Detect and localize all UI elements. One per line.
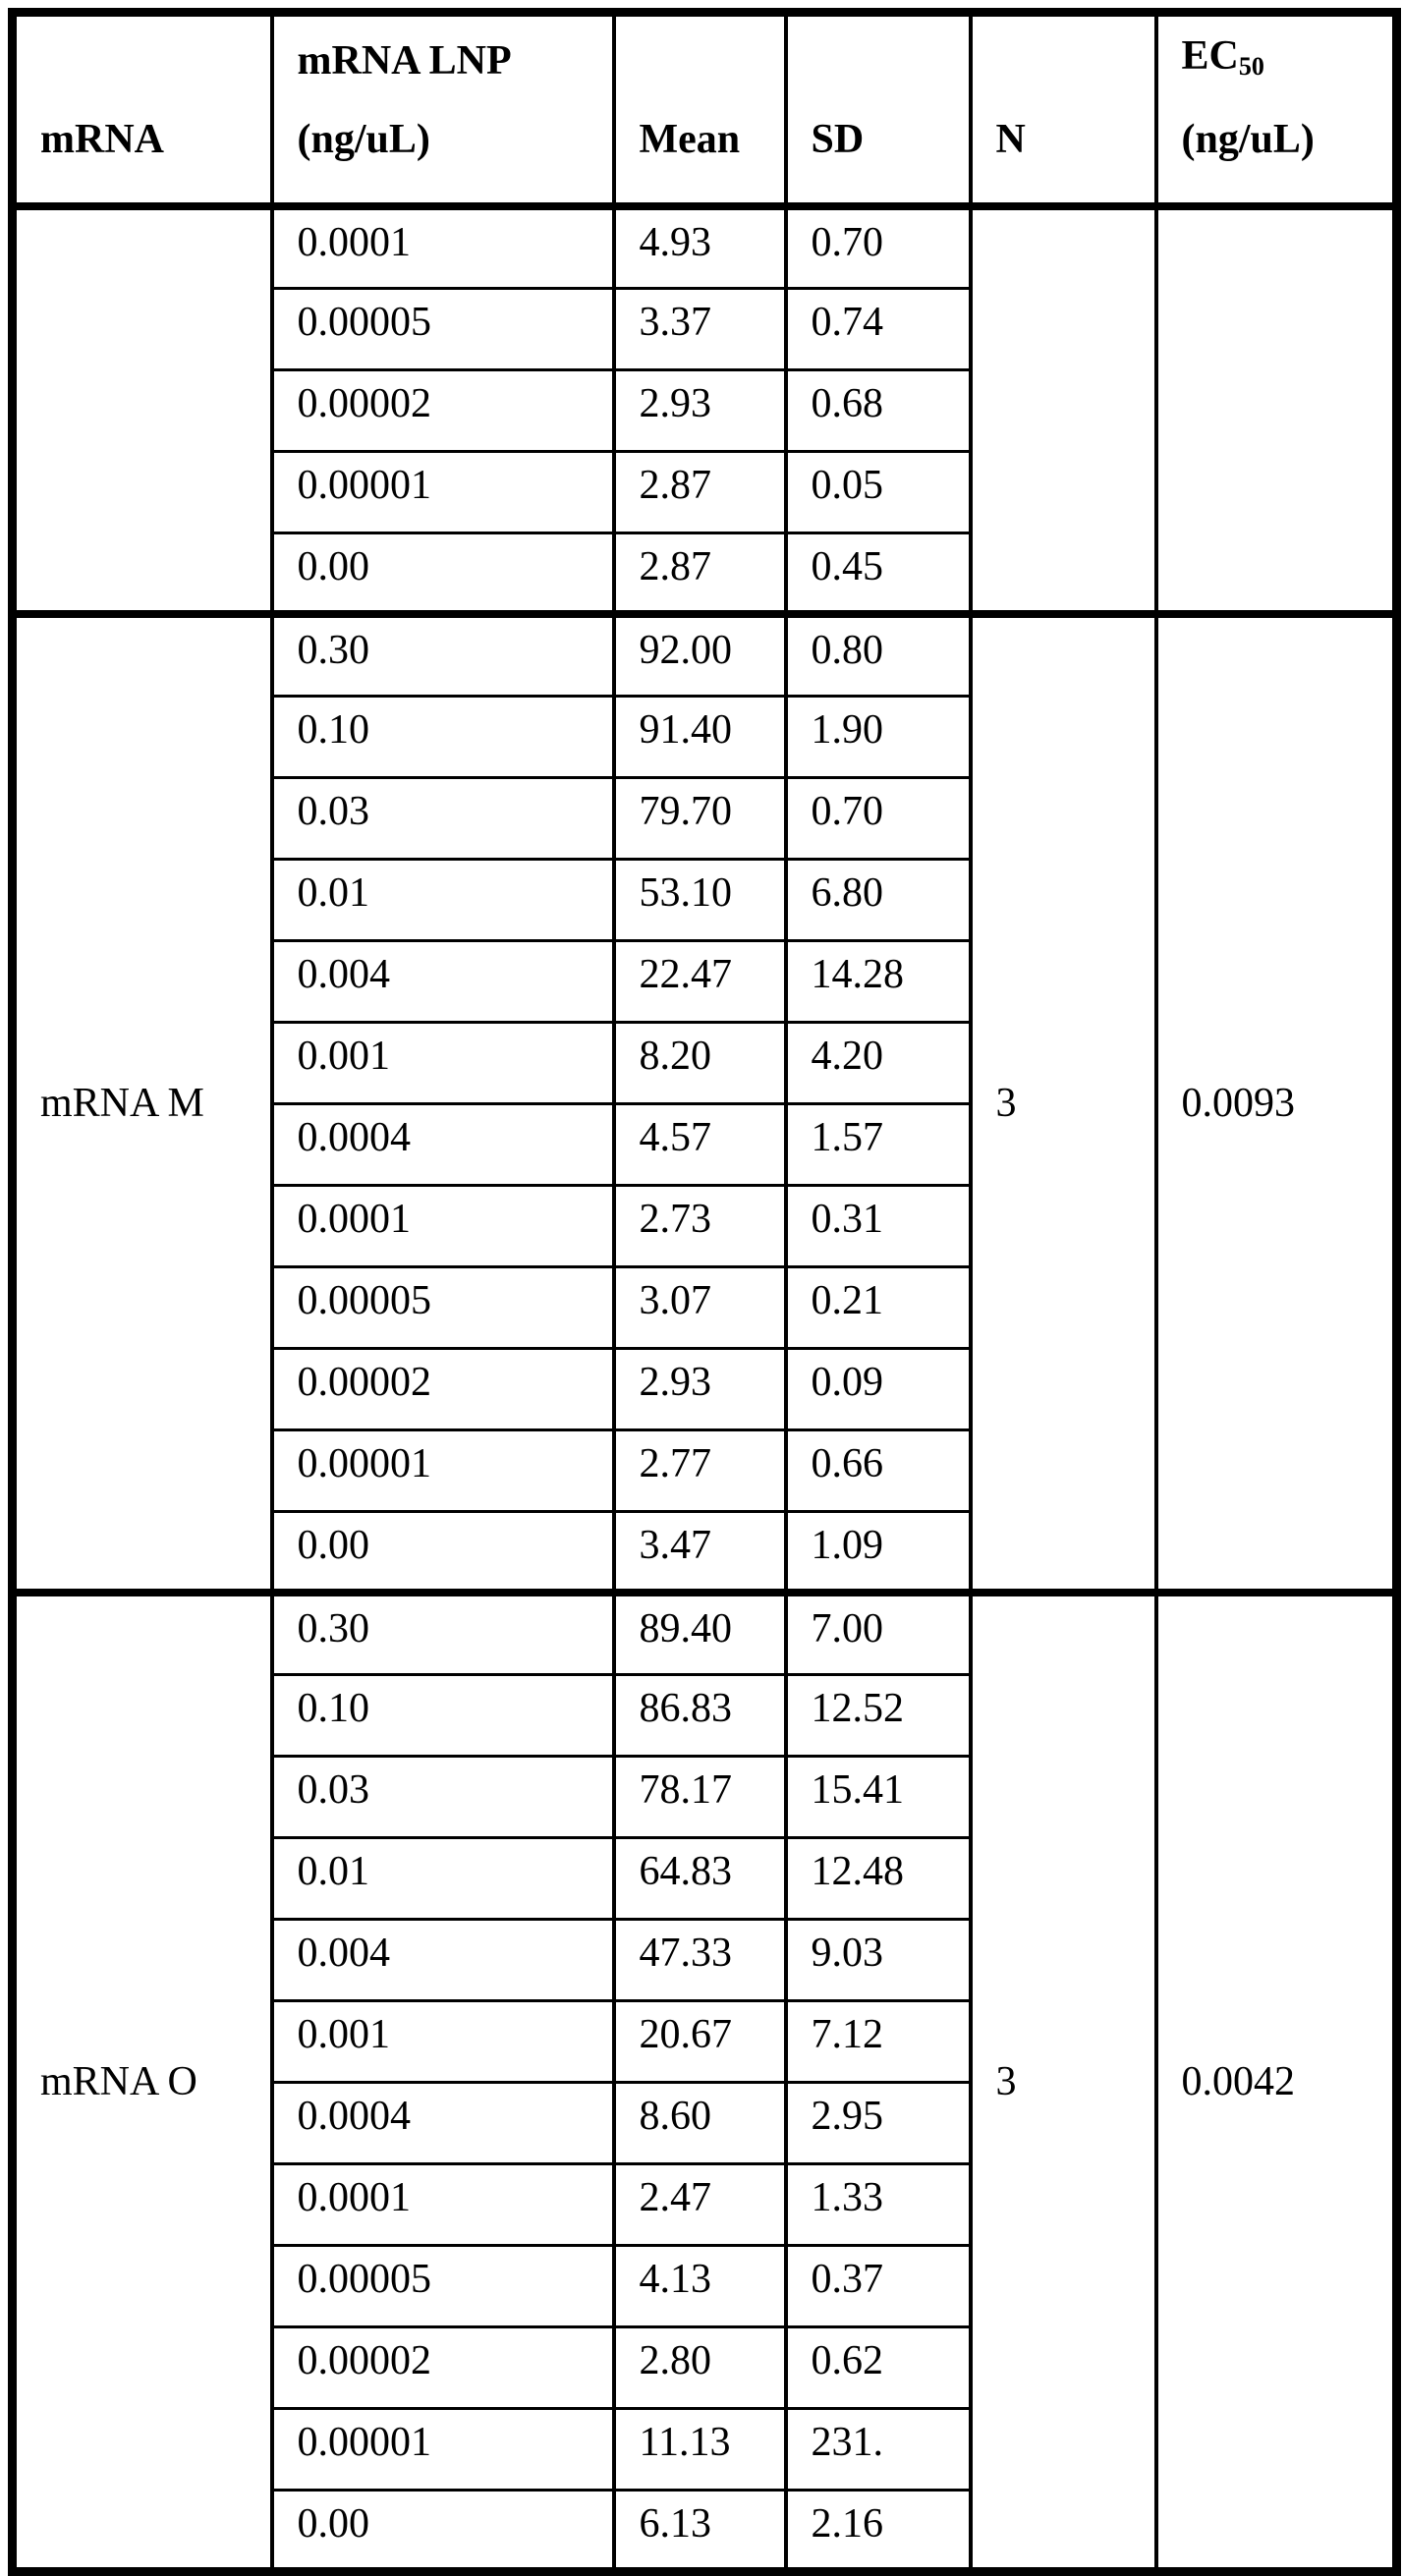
table-row: [13, 614, 1397, 696]
cell-sd: 7.12: [786, 2000, 971, 2082]
table-row: [13, 1593, 1397, 1674]
cell-lnp-concentration: 0.00002: [272, 2326, 614, 2408]
cell-lnp-concentration: 0.00: [272, 532, 614, 614]
cell-mean: 3.47: [614, 1511, 786, 1593]
cell-lnp-concentration: 0.03: [272, 777, 614, 859]
ec50-results-table: [8, 8, 1401, 2576]
header-mean-label: Mean: [639, 117, 741, 162]
cell-lnp-concentration: 0.00005: [272, 288, 614, 369]
cell-sd: 15.41: [786, 1756, 971, 1837]
table-row: [13, 206, 1397, 288]
header-ec50: [1156, 13, 1397, 207]
cell-mean: 2.73: [614, 1185, 786, 1266]
cell-mean: 8.60: [614, 2082, 786, 2163]
cell-lnp-concentration: 0.0001: [272, 1185, 614, 1266]
cell-mean: 53.10: [614, 859, 786, 940]
cell-sd: 0.31: [786, 1185, 971, 1266]
cell-sd: 14.28: [786, 940, 971, 1022]
cell-sd: 1.90: [786, 696, 971, 777]
cell-lnp-concentration: 0.0001: [272, 2163, 614, 2245]
cell-lnp-concentration: 0.10: [272, 1674, 614, 1756]
cell-mean: 4.93: [614, 206, 786, 288]
cell-lnp-concentration: 0.004: [272, 1919, 614, 2000]
cell-lnp-concentration: 0.00005: [272, 2245, 614, 2326]
cell-mean: 79.70: [614, 777, 786, 859]
cell-mean: 86.83: [614, 1674, 786, 1756]
header-n-label: N: [995, 117, 1026, 162]
cell-ec50: 0.0093: [1156, 614, 1397, 1593]
cell-lnp-concentration: 0.30: [272, 614, 614, 696]
cell-mean: 64.83: [614, 1837, 786, 1919]
cell-sd: 0.70: [786, 206, 971, 288]
cell-sd: 7.00: [786, 1593, 971, 1674]
cell-lnp-concentration: 0.001: [272, 1022, 614, 1103]
cell-sd: 1.57: [786, 1103, 971, 1185]
cell-lnp-concentration: 0.00: [272, 2490, 614, 2571]
cell-mrna-name: [13, 206, 272, 614]
cell-lnp-concentration: 0.00: [272, 1511, 614, 1593]
cell-lnp-concentration: 0.004: [272, 940, 614, 1022]
header-lnp-line2: (ng/uL): [297, 117, 430, 162]
header-ec50-line1: [1182, 17, 1393, 100]
cell-mean: 20.67: [614, 2000, 786, 2082]
cell-ec50: 0.0042: [1156, 1593, 1397, 2571]
header-mrna-lnp-concentration: [272, 13, 614, 207]
cell-lnp-concentration: 0.00001: [272, 451, 614, 532]
cell-mean: 8.20: [614, 1022, 786, 1103]
header-sd-label: SD: [811, 117, 865, 162]
cell-lnp-concentration: 0.00002: [272, 369, 614, 451]
cell-sd: 0.62: [786, 2326, 971, 2408]
cell-lnp-concentration: 0.10: [272, 696, 614, 777]
cell-mean: 2.87: [614, 451, 786, 532]
cell-mrna-name: mRNA M: [13, 614, 272, 1593]
cell-sd: 0.45: [786, 532, 971, 614]
cell-lnp-concentration: 0.00001: [272, 1429, 614, 1511]
cell-mean: 92.00: [614, 614, 786, 696]
header-row: [13, 13, 1397, 207]
cell-mean: 2.93: [614, 369, 786, 451]
cell-sd: 9.03: [786, 1919, 971, 2000]
cell-n: 3: [971, 614, 1156, 1593]
cell-mean: 3.37: [614, 288, 786, 369]
cell-sd: 0.21: [786, 1266, 971, 1348]
cell-mrna-name: mRNA O: [13, 1593, 272, 2571]
header-ec50-subscript: 50: [1238, 51, 1264, 81]
cell-lnp-concentration: 0.001: [272, 2000, 614, 2082]
cell-mean: 11.13: [614, 2408, 786, 2490]
cell-mean: 2.80: [614, 2326, 786, 2408]
cell-sd: 0.37: [786, 2245, 971, 2326]
header-sd: [786, 13, 971, 207]
cell-ec50: [1156, 206, 1397, 614]
cell-lnp-concentration: 0.00005: [272, 1266, 614, 1348]
cell-mean: 91.40: [614, 696, 786, 777]
cell-sd: 2.95: [786, 2082, 971, 2163]
cell-mean: 4.57: [614, 1103, 786, 1185]
cell-lnp-concentration: 0.01: [272, 1837, 614, 1919]
cell-n: [971, 206, 1156, 614]
cell-lnp-concentration: 0.00002: [272, 1348, 614, 1429]
header-n: [971, 13, 1156, 207]
cell-mean: 2.77: [614, 1429, 786, 1511]
cell-sd: 0.66: [786, 1429, 971, 1511]
cell-lnp-concentration: 0.0004: [272, 2082, 614, 2163]
cell-sd: 231.: [786, 2408, 971, 2490]
cell-sd: 0.80: [786, 614, 971, 696]
cell-sd: 0.70: [786, 777, 971, 859]
cell-n: 3: [971, 1593, 1156, 2571]
cell-sd: 4.20: [786, 1022, 971, 1103]
header-mrna-label: mRNA: [40, 117, 164, 162]
header-ec50-base: EC: [1181, 33, 1239, 79]
cell-mean: 22.47: [614, 940, 786, 1022]
cell-sd: 12.52: [786, 1674, 971, 1756]
cell-lnp-concentration: 0.0004: [272, 1103, 614, 1185]
cell-sd: 1.33: [786, 2163, 971, 2245]
cell-sd: 0.74: [786, 288, 971, 369]
header-lnp-line1: mRNA LNP: [297, 38, 512, 84]
cell-mean: 2.87: [614, 532, 786, 614]
cell-lnp-concentration: 0.01: [272, 859, 614, 940]
cell-sd: 0.05: [786, 451, 971, 532]
cell-lnp-concentration: 0.30: [272, 1593, 614, 1674]
cell-lnp-concentration: 0.00001: [272, 2408, 614, 2490]
cell-mean: 47.33: [614, 1919, 786, 2000]
cell-lnp-concentration: 0.0001: [272, 206, 614, 288]
cell-mean: 89.40: [614, 1593, 786, 1674]
cell-mean: 3.07: [614, 1266, 786, 1348]
cell-mean: 6.13: [614, 2490, 786, 2571]
cell-sd: 0.68: [786, 369, 971, 451]
cell-sd: 1.09: [786, 1511, 971, 1593]
header-mean: [614, 13, 786, 207]
cell-mean: 78.17: [614, 1756, 786, 1837]
header-mrna: [13, 13, 272, 207]
cell-mean: 2.47: [614, 2163, 786, 2245]
cell-mean: 2.93: [614, 1348, 786, 1429]
table-body: [13, 206, 1397, 2571]
cell-mean: 4.13: [614, 2245, 786, 2326]
cell-lnp-concentration: 0.03: [272, 1756, 614, 1837]
header-ec50-line2: (ng/uL): [1181, 117, 1315, 162]
cell-sd: 6.80: [786, 859, 971, 940]
cell-sd: 0.09: [786, 1348, 971, 1429]
cell-sd: 12.48: [786, 1837, 971, 1919]
cell-sd: 2.16: [786, 2490, 971, 2571]
